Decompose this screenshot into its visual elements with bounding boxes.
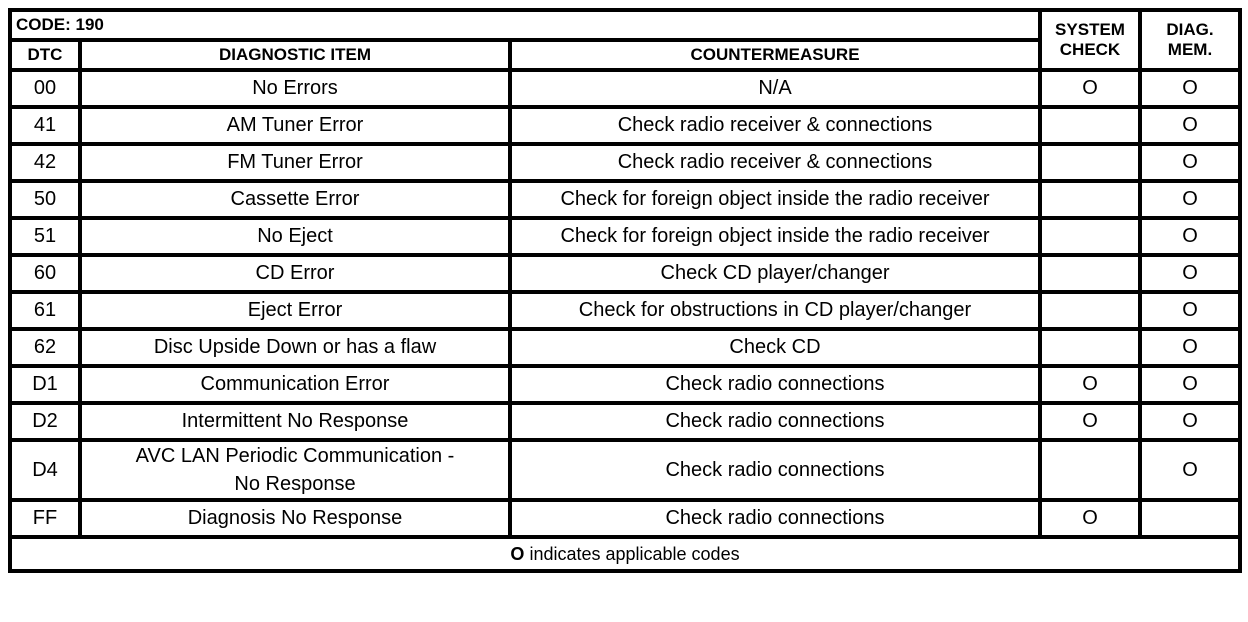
diagnostic-item-cell: CD Error (80, 255, 510, 292)
dtc-table (8, 8, 1242, 573)
table-row (10, 500, 1240, 537)
diag-mem-cell: O (1140, 144, 1240, 181)
dtc-cell: D4 (10, 440, 80, 500)
table-row (10, 255, 1240, 292)
system-check-cell (1040, 329, 1140, 366)
dtc-cell: 00 (10, 70, 80, 107)
diagnostic-item-cell: Intermittent No Response (80, 403, 510, 440)
footer-mark: O (510, 543, 525, 564)
table-row (10, 218, 1240, 255)
footer-note (10, 537, 1240, 571)
system-check-cell (1040, 255, 1140, 292)
dtc-cell: 61 (10, 292, 80, 329)
countermeasure-cell: Check radio receiver & connections (510, 107, 1040, 144)
dtc-cell: 62 (10, 329, 80, 366)
diag-mem-cell: O (1140, 218, 1240, 255)
countermeasure-cell: Check radio receiver & connections (510, 144, 1040, 181)
system-check-header-line2: CHECK (1059, 40, 1121, 59)
dtc-cell: 42 (10, 144, 80, 181)
dtc-table-container (8, 8, 1238, 573)
diagnostic-item-cell: Communication Error (80, 366, 510, 403)
countermeasure-cell: Check radio connections (510, 366, 1040, 403)
dtc-cell: 50 (10, 181, 80, 218)
dtc-header: DTC (10, 40, 80, 70)
diag-mem-cell: O (1140, 329, 1240, 366)
system-check-cell (1040, 181, 1140, 218)
system-check-cell (1040, 440, 1140, 500)
code-label: CODE: 190 (10, 10, 1040, 40)
dtc-cell: FF (10, 500, 80, 537)
countermeasure-cell: Check for obstructions in CD player/changer (510, 292, 1040, 329)
dtc-cell: 60 (10, 255, 80, 292)
countermeasure-cell: Check for foreign object inside the radio receiver (510, 181, 1040, 218)
diagnostic-item-cell: AM Tuner Error (80, 107, 510, 144)
footer-text: indicates applicable codes (524, 543, 740, 564)
table-row (10, 144, 1240, 181)
diagnostic-item-cell: Eject Error (80, 292, 510, 329)
system-check-cell: O (1040, 70, 1140, 107)
system-check-cell: O (1040, 403, 1140, 440)
countermeasure-cell: Check CD (510, 329, 1040, 366)
diagnostic-item-cell: Cassette Error (80, 181, 510, 218)
table-row (10, 70, 1240, 107)
table-row (10, 403, 1240, 440)
diagnostic-item-cell: No Errors (80, 70, 510, 107)
dtc-rows (10, 70, 1240, 537)
footer-row (10, 537, 1240, 571)
diag-mem-cell: O (1140, 70, 1240, 107)
dtc-cell: D1 (10, 366, 80, 403)
table-row (10, 181, 1240, 218)
countermeasure-cell: Check for foreign object inside the radio receiver (510, 218, 1040, 255)
countermeasure-cell: Check radio connections (510, 403, 1040, 440)
table-row (10, 107, 1240, 144)
countermeasure-cell: Check radio connections (510, 440, 1040, 500)
diag-mem-cell: O (1140, 403, 1240, 440)
dtc-cell: 51 (10, 218, 80, 255)
system-check-cell (1040, 292, 1140, 329)
diag-mem-cell: O (1140, 366, 1240, 403)
system-check-cell (1040, 107, 1140, 144)
countermeasure-cell: N/A (510, 70, 1040, 107)
table-row (10, 329, 1240, 366)
table-row (10, 292, 1240, 329)
countermeasure-header: COUNTERMEASURE (510, 40, 1040, 70)
diag-mem-cell: O (1140, 181, 1240, 218)
table-row (10, 440, 1240, 500)
diag-mem-cell: O (1140, 255, 1240, 292)
dtc-cell: D2 (10, 403, 80, 440)
diagnostic-item-header: DIAGNOSTIC ITEM (80, 40, 510, 70)
system-check-cell: O (1040, 500, 1140, 537)
countermeasure-cell: Check radio connections (510, 500, 1040, 537)
diagnostic-item-cell: Diagnosis No Response (80, 500, 510, 537)
diagnostic-item-cell: No Eject (80, 218, 510, 255)
code-header-row (10, 10, 1240, 40)
diag-mem-cell (1140, 500, 1240, 537)
system-check-cell (1040, 144, 1140, 181)
diagnostic-item-cell: Disc Upside Down or has a flaw (80, 329, 510, 366)
diag-mem-header (1140, 10, 1240, 70)
system-check-header (1040, 10, 1140, 70)
diag-mem-cell: O (1140, 440, 1240, 500)
system-check-cell: O (1040, 366, 1140, 403)
diag-mem-header-line2: MEM. (1167, 40, 1213, 59)
diag-mem-header-line1: DIAG. (1166, 20, 1214, 39)
diagnostic-item-cell: AVC LAN Periodic Communication - No Response (80, 440, 510, 500)
diag-mem-cell: O (1140, 292, 1240, 329)
table-row (10, 366, 1240, 403)
dtc-cell: 41 (10, 107, 80, 144)
diag-mem-cell: O (1140, 107, 1240, 144)
system-check-header-line1: SYSTEM (1055, 20, 1125, 39)
system-check-cell (1040, 218, 1140, 255)
diagnostic-item-cell: FM Tuner Error (80, 144, 510, 181)
countermeasure-cell: Check CD player/changer (510, 255, 1040, 292)
